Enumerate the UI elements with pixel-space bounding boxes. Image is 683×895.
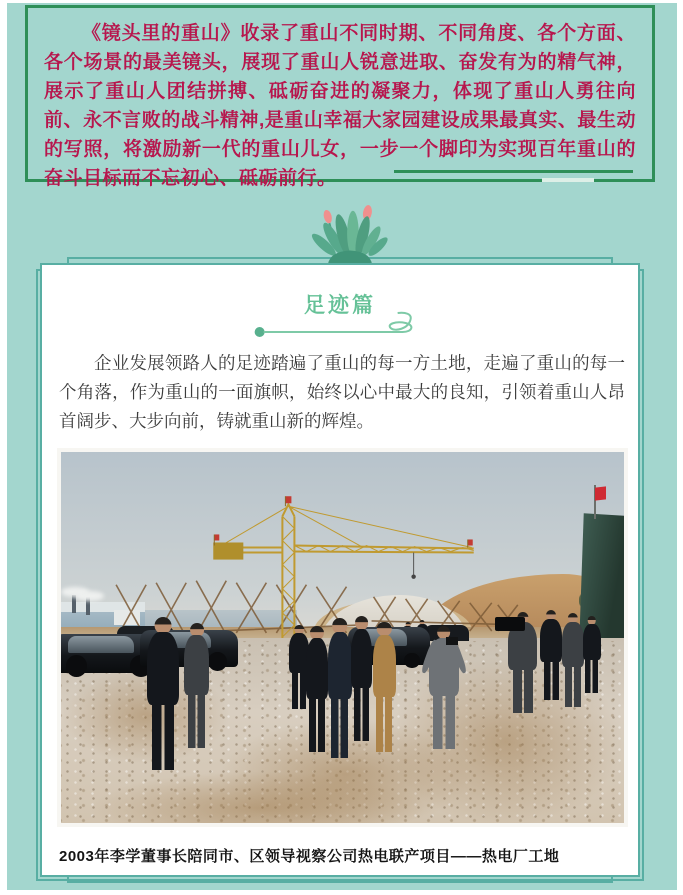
photo-person xyxy=(581,616,602,694)
photo-cameraman xyxy=(506,612,540,714)
photo-person xyxy=(371,622,398,754)
heading-swirl-icon xyxy=(253,308,421,338)
construction-photo[interactable] xyxy=(57,448,628,827)
photo-dirt-patch xyxy=(89,771,427,823)
photo-caption: 2003年李学董事长陪同市、区领导视察公司热电联产项目——热电厂工地 xyxy=(59,848,560,865)
camera-icon xyxy=(446,637,458,646)
intro-text: 《镜头里的重山》收录了重山不同时期、不同角度、各个方面、各个场景的最美镜头，展现了重山人锐意进取、奋发有为的精气神，展示了重山人团结拼搏、砥砺奋进的凝聚力，体现了重山人勇往向前、永不言败的战斗精神,是重山幸福大家园建设成果最真实、最生动的写照，将激励新一代的重山儿女，一步一个脚印为实现百年重山的奋斗目标而不忘初心、砥砺前行。 xyxy=(44,23,636,189)
plant-icon xyxy=(304,205,396,265)
photo-person xyxy=(182,623,211,749)
intro-box xyxy=(25,5,655,189)
section-heading: 足迹篇 xyxy=(304,294,376,317)
photo-scene xyxy=(61,452,624,823)
photo-red-flag xyxy=(595,487,606,501)
body-paragraph: 企业发展领路人的足迹踏遍了重山的每一方土地，走遍了重山的每一个角落，作为重山的一面旗帜，始终以心中最大的良知，引领着重山人昂首阔步、大步向前，铸就重山新的辉煌。 xyxy=(59,353,625,431)
photo-photographer xyxy=(426,626,462,750)
photo-person xyxy=(144,617,181,771)
intro-underline-decoration xyxy=(394,170,633,173)
content-card xyxy=(40,263,640,877)
camcorder-icon xyxy=(495,617,525,630)
intro-underline-light-decoration xyxy=(542,178,594,182)
